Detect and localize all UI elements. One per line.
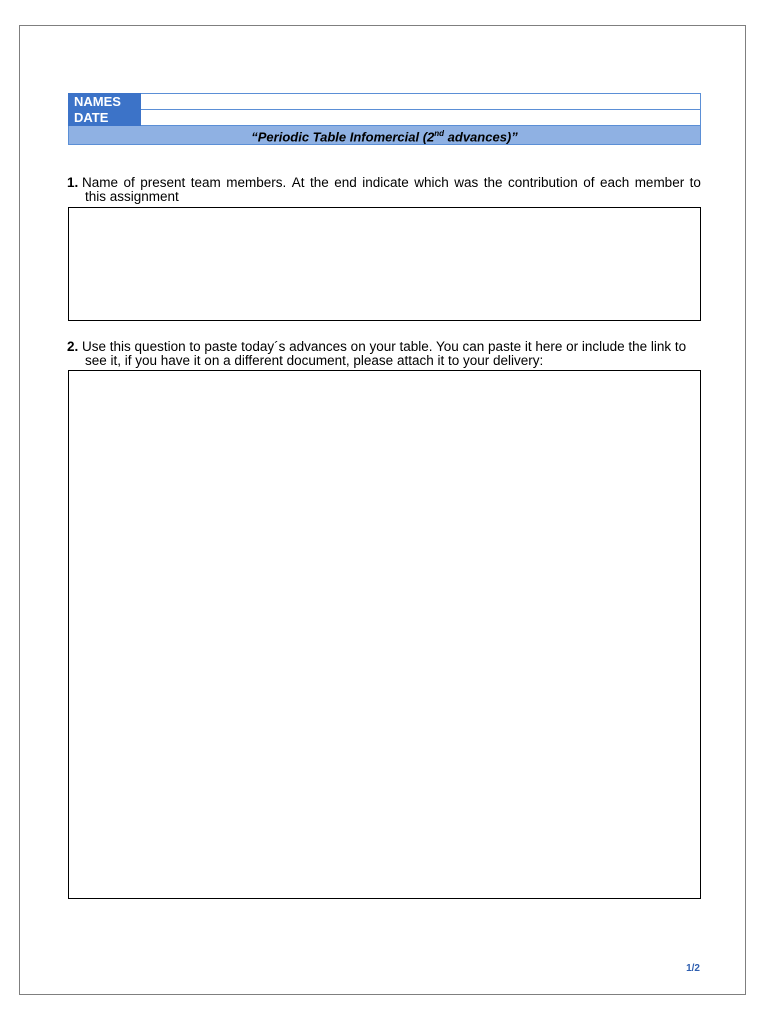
document-page xyxy=(19,25,746,995)
q1-word: which xyxy=(414,175,449,190)
q1-word: the xyxy=(483,175,503,190)
title-suffix: advances)” xyxy=(444,129,518,145)
q2-text: Use this question to paste today´s advances on your table. You can paste it here or include the link to xyxy=(82,339,687,354)
names-label: NAMES xyxy=(69,94,141,110)
q1-word: each xyxy=(599,175,630,190)
q1-word: was xyxy=(454,175,479,190)
q1-word: indicate xyxy=(362,175,409,190)
title-prefix: “Periodic Table Infomercial (2 xyxy=(251,129,435,145)
date-field[interactable] xyxy=(141,110,701,126)
q1-word: of xyxy=(583,175,595,190)
document-title xyxy=(69,126,701,145)
question-2 xyxy=(67,340,701,368)
question-2-line1 xyxy=(67,340,701,354)
names-field[interactable] xyxy=(141,94,701,110)
question-2-number: 2. xyxy=(67,339,79,354)
q1-word: member xyxy=(634,175,685,190)
q1-word: contribution xyxy=(507,175,578,190)
question-1-line2: this assignment xyxy=(85,189,179,204)
question-1 xyxy=(67,176,701,204)
q1-word: to xyxy=(689,175,701,190)
question-2-line2: see it, if you have it on a different document, please attach it to your delivery: xyxy=(85,353,544,368)
q1-word: Name xyxy=(82,175,119,190)
q1-word: the xyxy=(309,175,329,190)
q1-word: end xyxy=(334,175,357,190)
answer-box-1[interactable] xyxy=(68,207,701,321)
title-superscript: nd xyxy=(434,129,445,138)
header-table xyxy=(68,93,701,145)
page-number: 1/2 xyxy=(686,963,700,974)
q1-word: present xyxy=(140,175,186,190)
q1-word: team xyxy=(190,175,221,190)
q1-word: of xyxy=(123,175,135,190)
date-label: DATE xyxy=(69,110,141,126)
question-1-number: 1. xyxy=(67,175,79,190)
q1-word: members. xyxy=(226,175,287,190)
question-1-line1 xyxy=(67,176,701,190)
answer-box-2[interactable] xyxy=(68,370,701,899)
q1-word: At xyxy=(291,175,305,190)
